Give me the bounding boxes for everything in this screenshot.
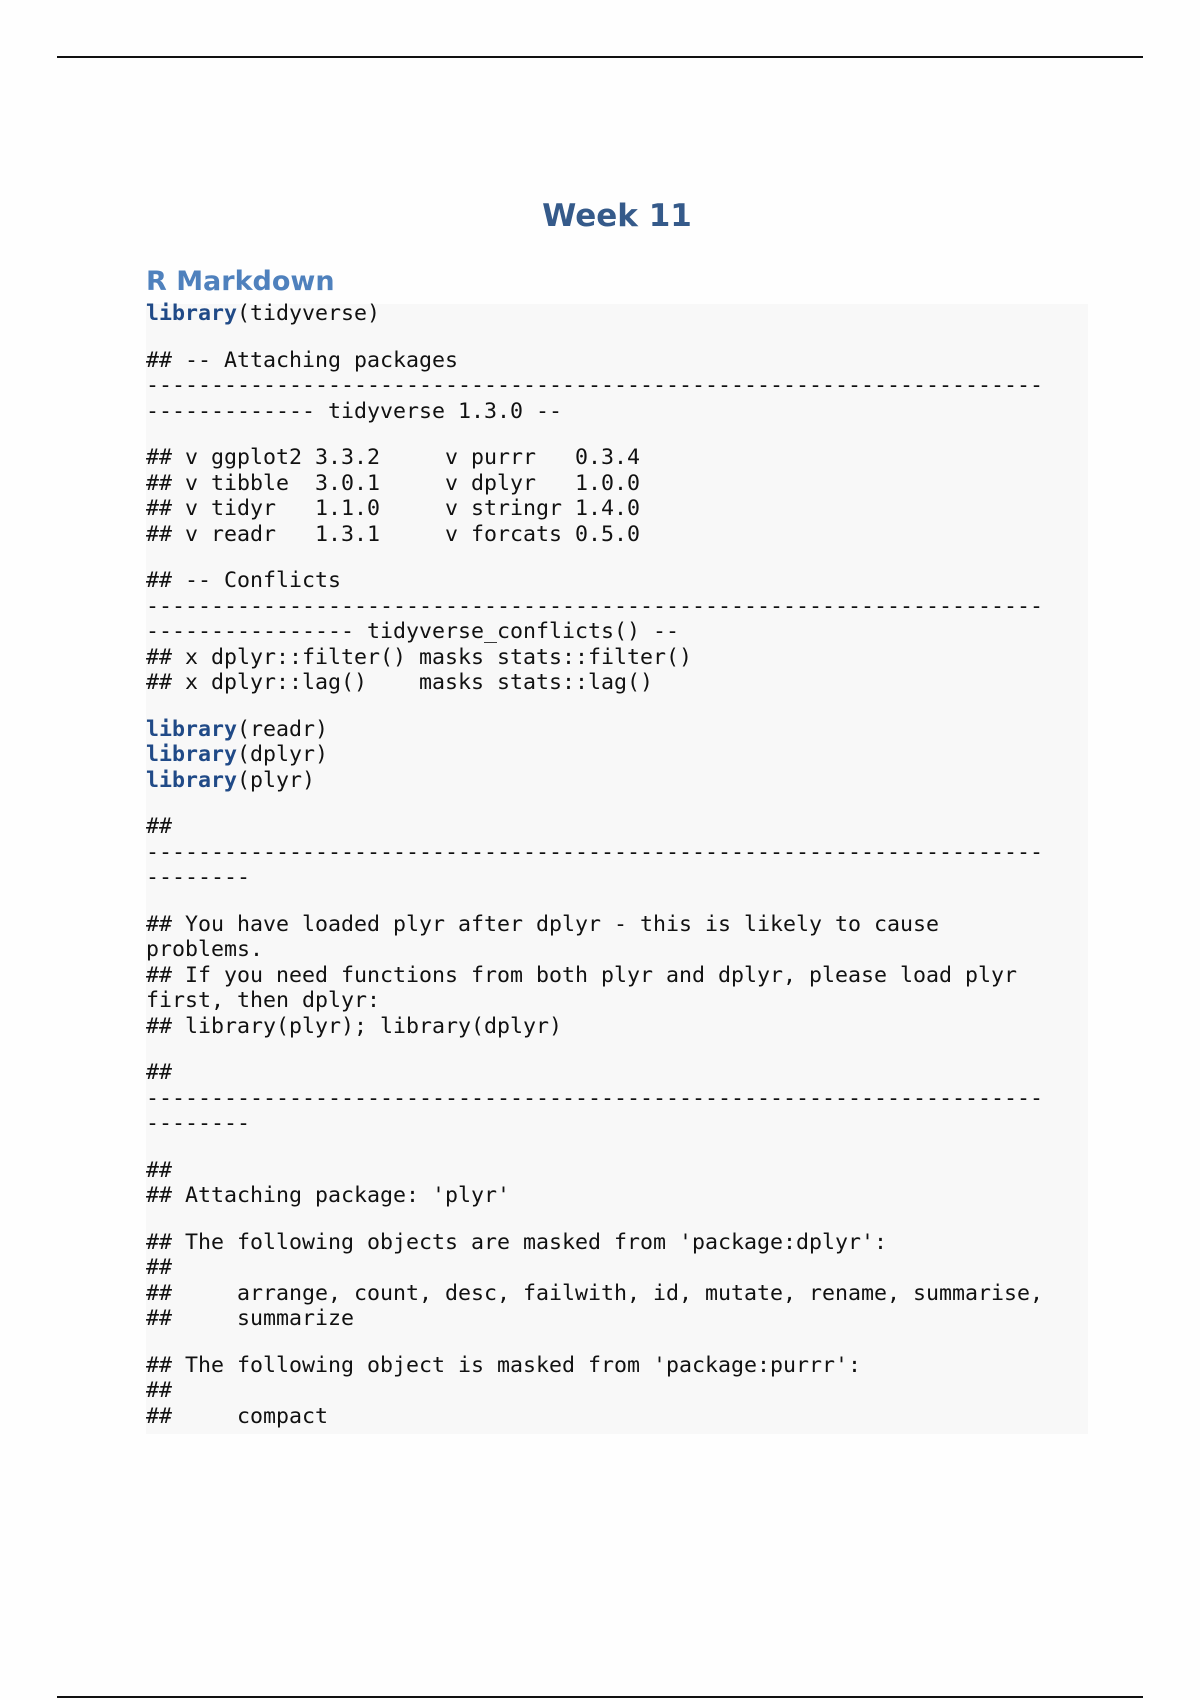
section-heading: R Markdown — [146, 266, 335, 297]
code-output-line: ## — [146, 814, 173, 839]
code-argument: (readr) — [237, 716, 329, 742]
code-output-line: ## v readr 1.3.1 v forcats 0.5.0 — [146, 521, 641, 547]
code-input-line — [146, 717, 1086, 743]
code-output-line: ## -- Attaching packages — [146, 347, 459, 373]
code-input-line — [146, 768, 1086, 794]
code-output-line: --------------------------------------------------------------------- — [146, 593, 1044, 619]
keyword-library: library — [146, 742, 238, 767]
code-argument: (plyr) — [237, 767, 316, 793]
code-output-line: ## x dplyr::lag() masks stats::lag() — [146, 670, 654, 695]
code-output-line: ## library(plyr); library(dplyr) — [146, 1013, 563, 1039]
page-title: Week 11 — [542, 198, 692, 234]
code-output-line: ## Attaching package: 'plyr' — [146, 1183, 511, 1208]
code-output-line: -------- — [146, 865, 251, 890]
code-output-line: ## arrange, count, desc, failwith, id, mutate, rename, summarise, — [146, 1280, 1044, 1306]
code-output-line: ## — [146, 1060, 173, 1085]
code-output-line: ## — [146, 1378, 173, 1403]
code-output-line: ## — [146, 1157, 173, 1183]
footer-rule — [57, 1696, 1143, 1698]
code-output-line: ## If you need functions from both plyr and dplyr, please load plyr — [146, 962, 1018, 988]
code-output-line: problems. — [146, 937, 264, 962]
keyword-library: library — [146, 767, 238, 793]
code-output-line: first, then dplyr: — [146, 988, 381, 1013]
keyword-library: library — [146, 301, 238, 326]
code-input-line — [146, 301, 1086, 327]
code-argument: (tidyverse) — [237, 301, 381, 326]
code-output-line: ---------------- tidyverse_conflicts() -- — [146, 619, 680, 644]
code-output-line: ## The following objects are masked from 'package:dplyr': — [146, 1229, 888, 1255]
code-output-line: ## -- Conflicts — [146, 568, 342, 593]
code-output-line: ## — [146, 1255, 173, 1280]
code-output-line: ## v tidyr 1.1.0 v stringr 1.4.0 — [146, 496, 641, 521]
code-output-line: ## compact — [146, 1403, 329, 1429]
keyword-library: library — [146, 716, 238, 742]
code-output-line: --------------------------------------------------------------------- — [146, 373, 1044, 398]
code-output-line: -------- — [146, 1111, 251, 1136]
code-argument: (dplyr) — [237, 742, 329, 767]
code-output-line: ## You have loaded plyr after dplyr - this is likely to cause — [146, 911, 940, 937]
code-output — [146, 301, 1086, 1429]
code-output-line: --------------------------------------------------------------------- — [146, 839, 1044, 865]
code-input-line — [146, 742, 1086, 768]
code-output-line: ## v ggplot2 3.3.2 v purrr 0.3.4 — [146, 445, 641, 470]
code-output-line: --------------------------------------------------------------------- — [146, 1085, 1044, 1111]
code-output-line: ## v tibble 3.0.1 v dplyr 1.0.0 — [146, 470, 641, 496]
code-output-line: ------------- tidyverse 1.3.0 -- — [146, 398, 563, 424]
code-output-line: ## x dplyr::filter() masks stats::filter() — [146, 644, 693, 670]
header-rule — [57, 56, 1143, 58]
code-output-line: ## summarize — [146, 1306, 355, 1331]
code-output-line: ## The following object is masked from 'package:purrr': — [146, 1352, 862, 1378]
